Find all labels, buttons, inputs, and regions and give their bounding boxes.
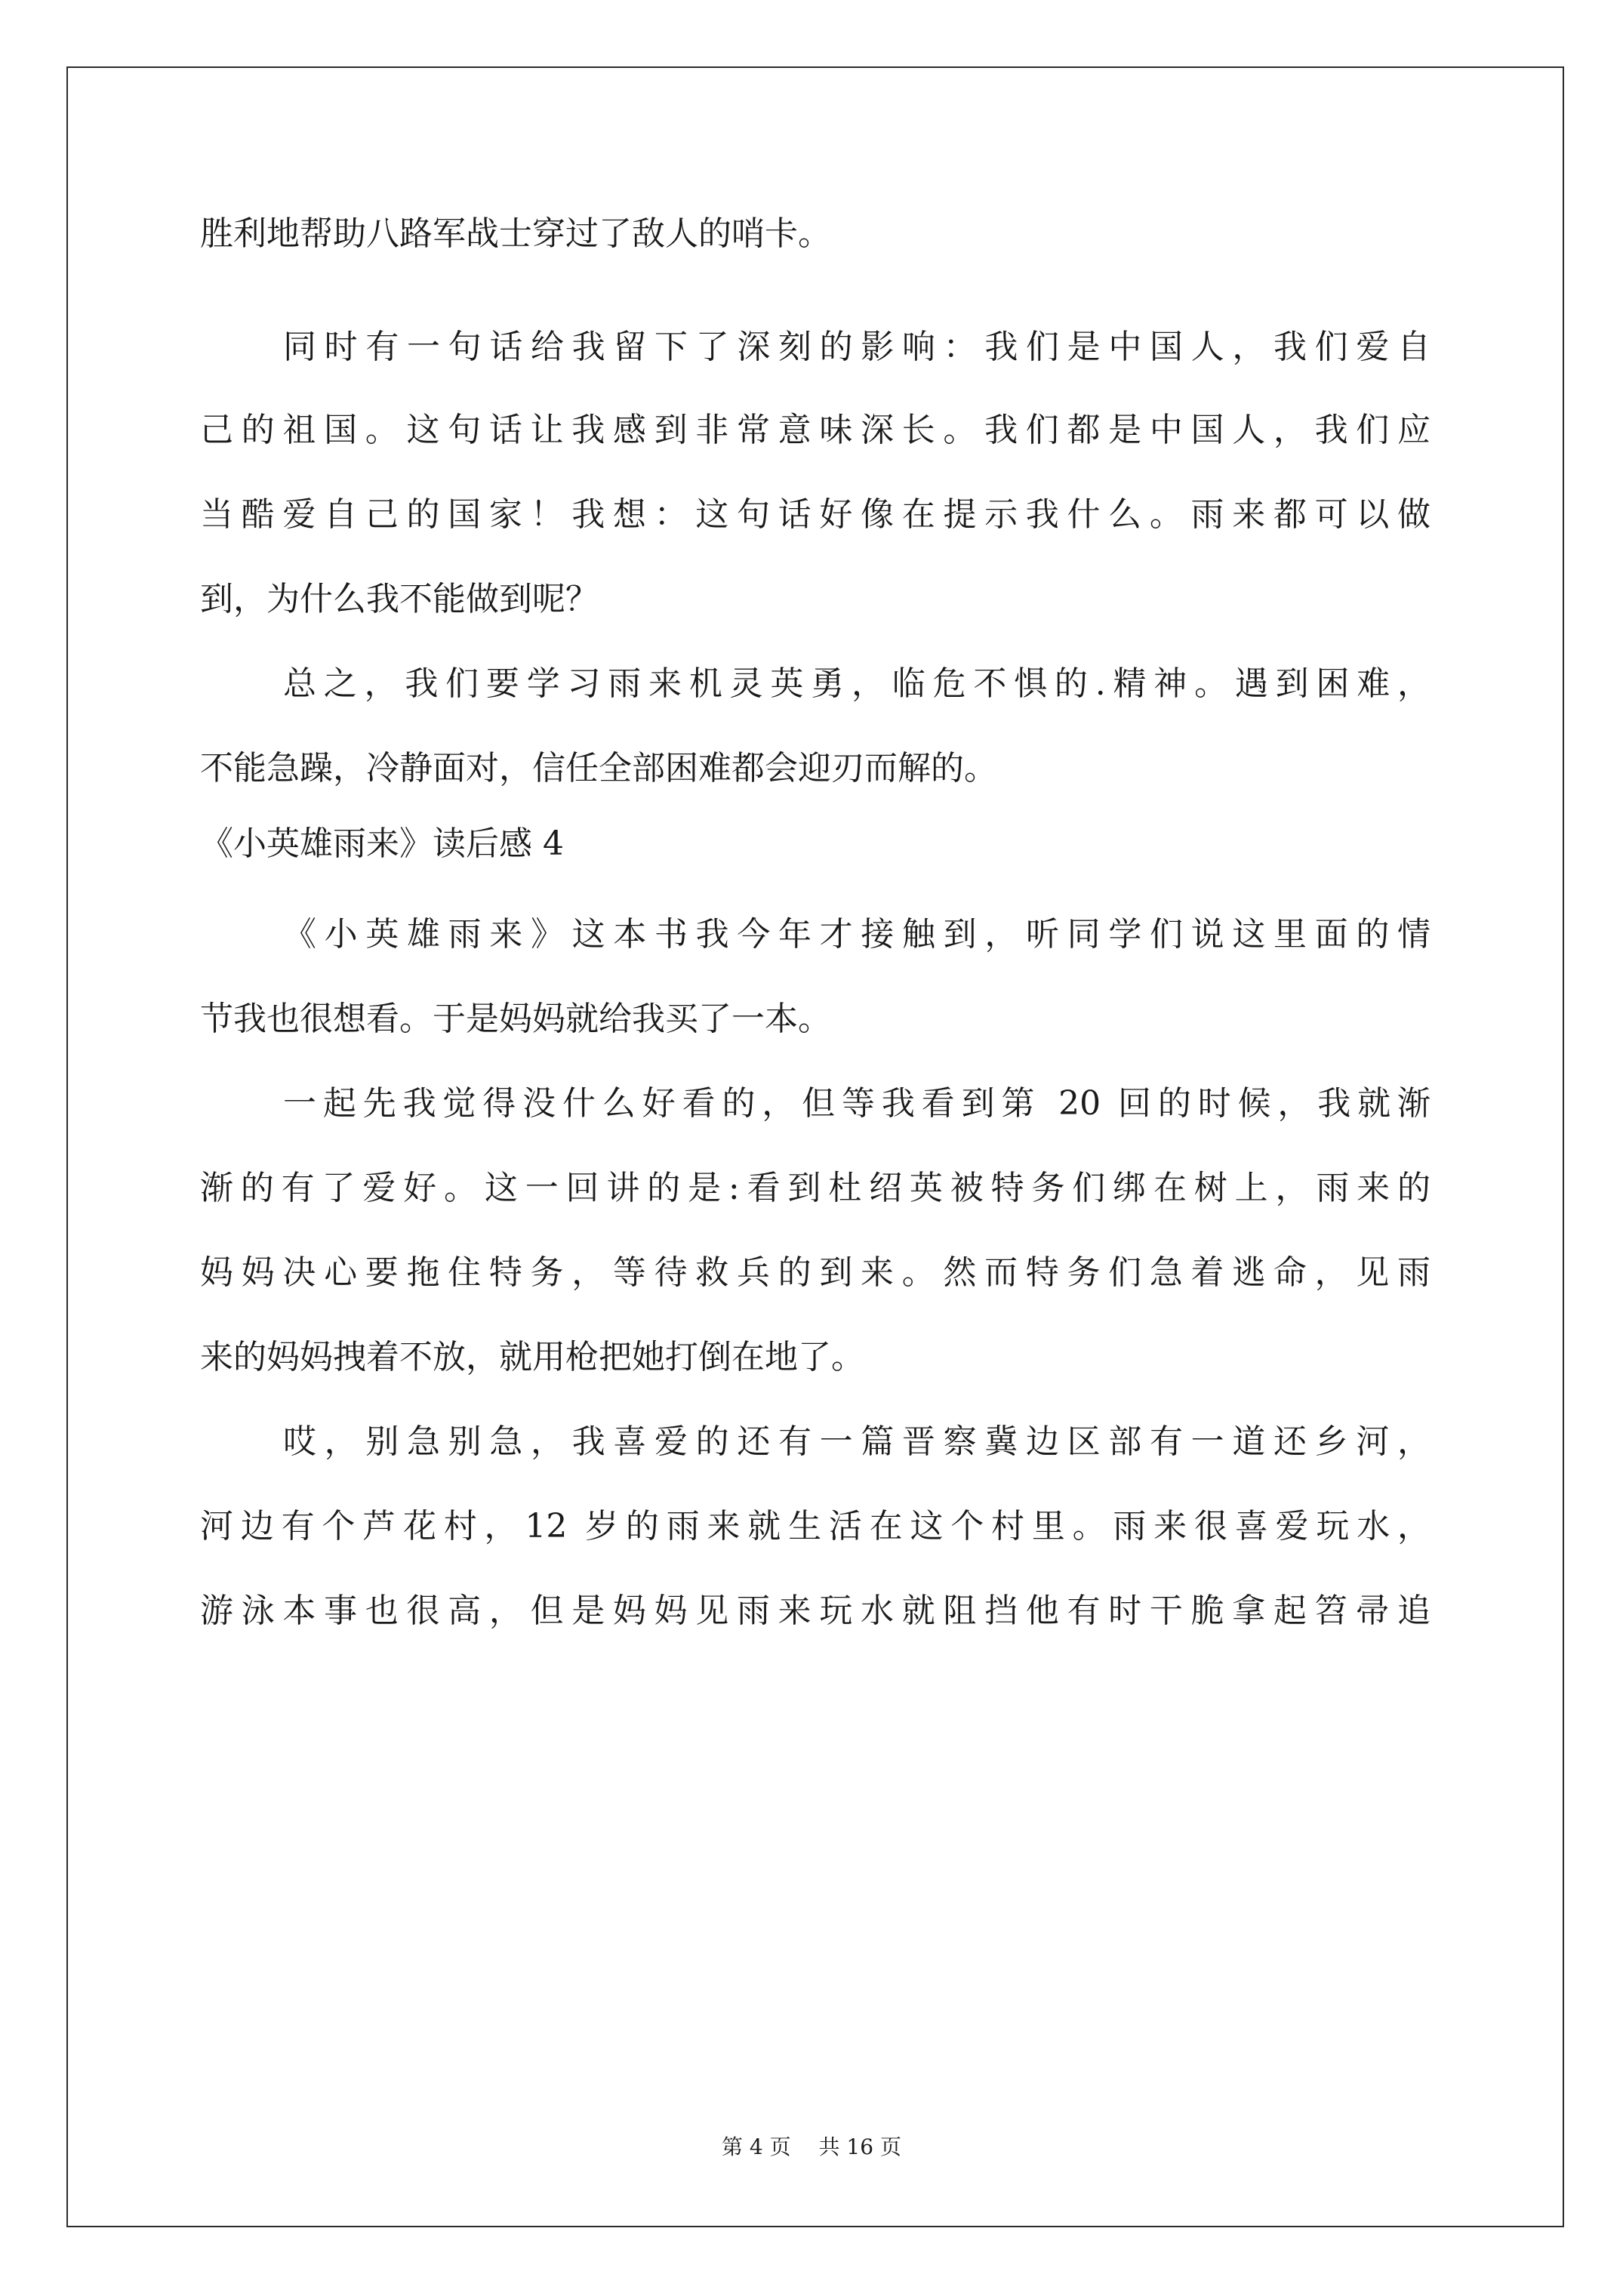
text-line: 胜利地帮助八路军战士穿过了敌人的哨卡。 <box>200 214 831 253</box>
text-line: 节我也很想看。于是妈妈就给我买了一本。 <box>200 1000 831 1038</box>
text-line: 当酷爱自己的国家！我想：这句话好像在提示我什么。雨来都可以做 <box>200 495 1431 534</box>
text-line: 来的妈妈拽着不放，就用枪把她打倒在地了。 <box>200 1338 864 1376</box>
page-footer <box>0 2134 1623 2161</box>
text-line: 总之，我们要学习雨来机灵英勇，临危不惧的.精神。遇到困难， <box>283 664 1431 703</box>
text-line: 河边有个芦花村，12 岁的雨来就生活在这个村里。雨来很喜爱玩水， <box>200 1507 1431 1546</box>
text-line: 到，为什么我不能做到呢？ <box>200 580 599 618</box>
text-line: 《小英雄雨来》这本书我今年才接触到，听同学们说这里面的情 <box>283 915 1431 954</box>
page-number-label: 第 4 页 共 16 页 <box>722 2134 901 2159</box>
text-line: 妈妈决心要拖住特务，等待救兵的到来。然而特务们急着逃命，见雨 <box>200 1253 1431 1292</box>
text-line: 游泳本事也很高，但是妈妈见雨来玩水就阻挡他有时干脆拿起笤帚追 <box>200 1592 1431 1630</box>
text-line: 己的祖国。这句话让我感到非常意味深长。我们都是中国人，我们应 <box>200 411 1431 449</box>
text-line: 渐的有了爱好。这一回讲的是:看到杜绍英被特务们绑在树上，雨来的 <box>200 1169 1431 1207</box>
text-line: 同时有一句话给我留下了深刻的影响：我们是中国人，我们爱自 <box>283 328 1431 366</box>
section-heading: 《小英雄雨来》读后感 4 <box>200 824 564 863</box>
page-border <box>66 66 1564 2227</box>
text-line: 一起先我觉得没什么好看的，但等我看到第 20 回的时候，我就渐 <box>283 1084 1431 1123</box>
text-line: 不能急躁，冷静面对，信任全部困难都会迎刃而解的。 <box>200 749 997 787</box>
text-line: 哎，别急别急，我喜爱的还有一篇晋察冀边区部有一道还乡河， <box>283 1422 1431 1461</box>
